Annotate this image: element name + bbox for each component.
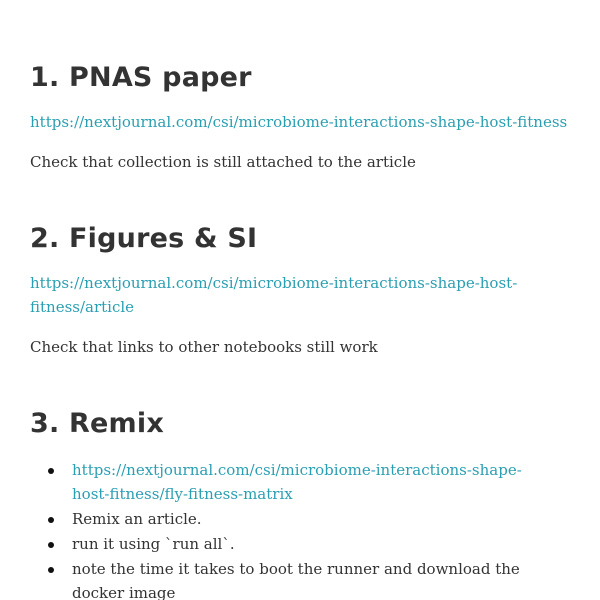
boot-time-step-text: note the time it takes to boot the runner and download the docker image: [72, 560, 520, 600]
list-item: [30, 532, 570, 556]
list-item: [30, 507, 570, 531]
list-item: [30, 458, 570, 506]
section-title-pnas-paper: 1. PNAS paper: [30, 62, 252, 93]
fly-fitness-matrix-link[interactable]: https://nextjournal.com/csi/microbiome-interactions-shape-host-fitness/fly-fitness-matrix: [72, 461, 522, 503]
section-title-remix: 3. Remix: [30, 408, 164, 439]
figures-si-link[interactable]: https://nextjournal.com/csi/microbiome-interactions-shape-host-fitness/article: [30, 274, 518, 316]
list-item: [30, 557, 570, 600]
bullet-icon: [48, 542, 54, 548]
pnas-paper-link[interactable]: https://nextjournal.com/csi/microbiome-interactions-shape-host-fitness: [30, 113, 568, 131]
run-all-step-text: run it using `run all`.: [72, 535, 235, 553]
pnas-paper-note: Check that collection is still attached to the article: [30, 153, 416, 171]
section-title-figures-si: 2. Figures & SI: [30, 223, 258, 254]
bullet-icon: [48, 468, 54, 474]
remix-step-text: Remix an article.: [72, 510, 202, 528]
bullet-icon: [48, 517, 54, 523]
bullet-icon: [48, 567, 54, 573]
remix-steps-list: [30, 458, 570, 600]
figures-si-note: Check that links to other notebooks still work: [30, 338, 378, 356]
